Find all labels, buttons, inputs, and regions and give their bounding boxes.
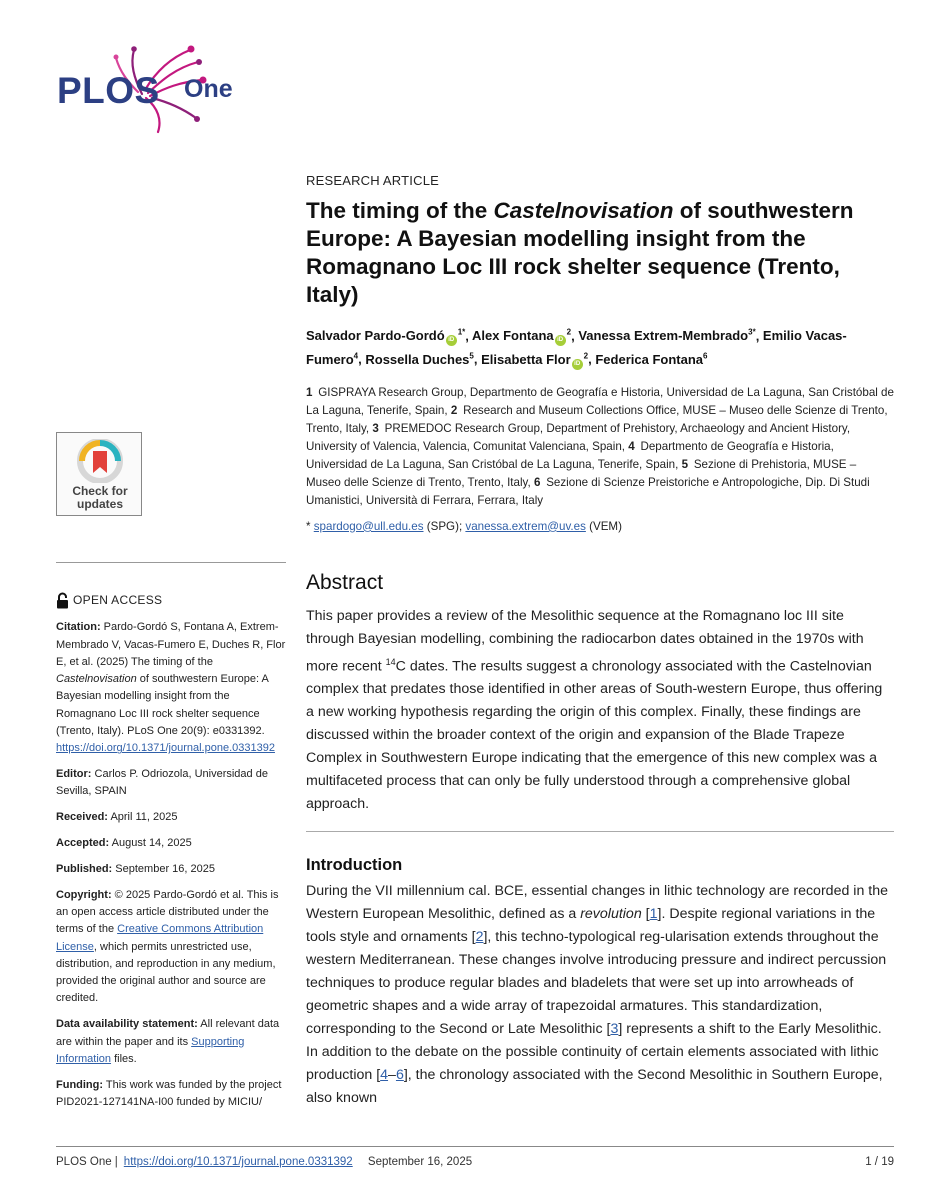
accepted-block bbox=[56, 835, 288, 852]
ref-link-6[interactable]: 6 bbox=[395, 1067, 404, 1084]
citation-italic: Castelnovisation bbox=[56, 673, 137, 686]
funding-block bbox=[56, 1077, 288, 1112]
open-access-text: OPEN ACCESS bbox=[73, 593, 163, 607]
abstract-sup: 14 bbox=[385, 656, 396, 667]
data-availability-block bbox=[56, 1016, 288, 1068]
footer-divider bbox=[56, 1146, 894, 1147]
copyright-text-end: , which permits unrestricted use, distribution, and reproduction in any medium, provided the original author and source are credited. bbox=[56, 940, 276, 1005]
article-title bbox=[306, 197, 894, 309]
intro-part-1: During the VII millennium cal. BCE, essential changes in lithic technology are recorded in the Western European Mesolithic, defined as a bbox=[306, 883, 888, 923]
intro-italic: revolution bbox=[580, 906, 642, 923]
introduction-heading: Introduction bbox=[306, 856, 403, 875]
received-block bbox=[56, 809, 288, 826]
copyright-label: Copyright: bbox=[56, 888, 112, 901]
data-availability-end: files. bbox=[111, 1052, 137, 1065]
published-label: Published: bbox=[56, 862, 113, 875]
author-list: Salvador Pardo-Gordó $iD^{1*}$, Alex Fontana $iD^2$, Vanessa Extrem-Membrado$^{3*}$, Emilio Vacas-Fumero$^4$, Rossella Duches$^5$, Elisabetta Flor $iD^2$, Federica Fontana$^6$ bbox=[306, 323, 894, 370]
affiliation-number: 2 bbox=[450, 403, 458, 417]
author-name: Alex Fontana bbox=[472, 328, 554, 344]
check-for-updates-badge[interactable] bbox=[56, 432, 142, 516]
author-name: Salvador Pardo-Gordó bbox=[306, 328, 445, 344]
article-metadata-sidebar bbox=[56, 592, 288, 1120]
author-affiliation-sup: 2 bbox=[583, 351, 589, 361]
title-part-2: of southwestern Europe: A Bayesian modelling insight from the Romagnano Loc III rock shelter sequence (Trento, Italy) bbox=[306, 198, 854, 307]
editor-block bbox=[56, 766, 288, 801]
abstract-text bbox=[306, 605, 894, 817]
author-affiliation-sup: 3* bbox=[748, 328, 756, 337]
author-name: Emilio Vacas-Fumero bbox=[306, 328, 847, 367]
data-availability-text: All relevant data are within the paper and its bbox=[56, 1018, 280, 1048]
author[interactable] bbox=[595, 352, 707, 367]
orcid-icon[interactable]: iD bbox=[446, 335, 457, 346]
affiliation-number: 4 bbox=[628, 439, 635, 453]
published-block bbox=[56, 861, 288, 878]
ref-link-2[interactable]: 2 bbox=[475, 929, 484, 946]
footer-doi-link[interactable]: https://doi.org/10.1371/journal.pone.0331392 bbox=[123, 1156, 353, 1168]
logo-journal-text: One bbox=[184, 75, 233, 103]
abstract-part-2: C dates. The results suggest a chronology associated with the Castelnovian complex that predates those identified in other areas of South-western Europe, thus offering a new working hypothesis regarding the origin of this complex. Finally, these findings are discussed within the broader context of the origin and expansion of the Blade Trapeze Complex in Southwestern Europe indicating that the emergence of this new complex was a multifaceted process that can only be fully understood through a comprehensive global approach. bbox=[306, 658, 883, 813]
introduction-text: During the VII millennium cal. BCE, essential changes in lithic technology are recorded in the Western European Mesolithic, defined as a revolution [1]. Despite regional variations in the tools style and ornaments [2], this techno-typological reg-ularisation extends throughout the western Mediterranean. These changes involve introducing pressure and indirect percussion techniques to produce regular blades and bladelets that were set up into arrowheads of geometric shapes and a wide array of trapezoidal armatures. This standardization, corresponding to the Second or Late Mesolithic [3] represents a shift to the Early Mesolithic. In addition to the debate on the possible continuity of certain elements associated with lithic production [4–6], the chronology associated with the Second Mesolithic in Southern Europe, also known bbox=[306, 883, 888, 1107]
copyright-block bbox=[56, 887, 288, 1008]
ref-link-3[interactable]: 3 bbox=[610, 1021, 619, 1038]
check-for-updates-label: Check for updates bbox=[72, 484, 128, 511]
affiliations bbox=[306, 384, 894, 510]
citation-block bbox=[56, 619, 288, 757]
affiliation-text: PREMEDOC Research Group, Department of Prehistory, Archaeology and Ancient History, University of Valencia, Valencia, Comunitat Valenciana, Spain, bbox=[306, 421, 851, 453]
intro-part-3: , this techno-typological reg-ularisation extends throughout the western Mediterranean. These changes involve introducing pressure and indirect percussion techniques to produce regular blades and bladelets that were set up into arrowheads of geometric shapes and a wide array of trapezoidal armatures. This standardization, corresponding to the Second or Late Mesolithic bbox=[306, 929, 887, 1038]
citation-label: Citation: bbox=[56, 621, 101, 634]
affiliation-text: Sezione di Scienze Preistoriche e Antropologiche, Dip. Di Studi Umanistici, Università di Ferrara, Ferrara, Italy bbox=[306, 475, 870, 507]
author-affiliation-sup: 6 bbox=[703, 351, 708, 361]
email-link-1[interactable]: spardogo@ull.edu.es bbox=[313, 519, 424, 533]
author-name: Vanessa Extrem-Membrado bbox=[578, 328, 749, 344]
affiliation-number: 3 bbox=[372, 421, 379, 435]
email-initials-2: (VEM) bbox=[589, 519, 622, 533]
open-lock-icon bbox=[56, 592, 69, 609]
affiliation-text: GISPRAYA Research Group, Departmento de Geografía e Historia, Universidad de La Laguna, San Cristóbal de La Laguna, Tenerife, Spain, bbox=[306, 385, 894, 417]
bookmark-ribbon-icon bbox=[74, 439, 126, 483]
data-availability-label: Data availability statement: bbox=[56, 1018, 198, 1031]
logo-brand-text: PLOS bbox=[57, 70, 160, 111]
author[interactable] bbox=[578, 328, 755, 343]
affiliation-text: Sezione di Prehistoria, MUSE – Museo delle Scienze di Trento, Trento, Italy, bbox=[306, 457, 857, 489]
editor-label: Editor: bbox=[56, 768, 92, 781]
title-part-1: The timing of the bbox=[306, 198, 494, 223]
affiliation-text: Research and Museum Collections Office, MUSE – Museo delle Scienze di Trento, Trento, Italy, bbox=[306, 403, 888, 435]
affiliation-number: 1 bbox=[306, 385, 313, 399]
published-date: September 16, 2025 bbox=[115, 862, 215, 875]
intro-part-5: , the chronology associated with the Second Mesolithic in Southern Europe, also known bbox=[306, 1067, 883, 1107]
author[interactable] bbox=[306, 328, 465, 343]
affiliation-number: 5 bbox=[681, 457, 689, 471]
intro-part-4: represents a shift to the Early Mesolithic. In addition to the debate on the possible continuity of certain elements associated with lithic production bbox=[306, 1021, 882, 1084]
ref-link-1[interactable]: 1 bbox=[649, 906, 658, 923]
orcid-icon[interactable]: iD bbox=[555, 335, 566, 346]
accepted-label: Accepted: bbox=[56, 837, 110, 850]
page-footer bbox=[56, 1156, 894, 1168]
supporting-information-link[interactable]: Supporting Information bbox=[56, 1035, 245, 1065]
email-initials-1: (SPG); bbox=[426, 519, 463, 533]
abstract-divider bbox=[306, 831, 894, 832]
footer-date: September 16, 2025 bbox=[367, 1156, 473, 1168]
author[interactable] bbox=[472, 328, 571, 343]
author-affiliation-sup: 1* bbox=[457, 328, 466, 337]
funding-text: This work was funded by the project PID2021-127141NA-I00 funded by MICIU/ bbox=[56, 1078, 282, 1108]
author[interactable] bbox=[481, 352, 588, 367]
author-affiliation-sup: 2 bbox=[566, 328, 572, 337]
page-number: 1 / 19 bbox=[865, 1156, 894, 1168]
correspondence-star: * bbox=[306, 519, 311, 533]
affiliation-text: Departmento de Geografía e Historia, Universidad de La Laguna, San Cristóbal de La Laguna, Tenerife, Spain, bbox=[306, 439, 834, 471]
open-access-label bbox=[56, 592, 288, 609]
accepted-date: August 14, 2025 bbox=[111, 837, 192, 850]
abstract-heading: Abstract bbox=[306, 570, 384, 594]
article-main bbox=[306, 173, 894, 1110]
funding-label: Funding: bbox=[56, 1078, 104, 1091]
author-name: Federica Fontana bbox=[595, 351, 703, 367]
article-type: RESEARCH ARTICLE bbox=[306, 173, 439, 188]
author-name: Rossella Duches bbox=[365, 351, 470, 367]
received-date: April 11, 2025 bbox=[110, 811, 178, 824]
intro-part-2: . Despite regional variations in the tools style and ornaments bbox=[306, 906, 876, 946]
copyright-text: © 2025 Pardo-Gordó et al. This is an open access article distributed under the terms of the bbox=[56, 888, 279, 936]
correspondence bbox=[306, 520, 894, 533]
footer-left bbox=[56, 1156, 894, 1168]
author-affiliation-sup: 5 bbox=[469, 351, 474, 361]
cc-license-link[interactable]: Creative Commons Attribution License bbox=[56, 923, 264, 953]
affiliation-number: 6 bbox=[533, 475, 541, 489]
footer-journal: PLOS One | bbox=[56, 1156, 118, 1168]
ref-link-4[interactable]: 4 bbox=[380, 1067, 389, 1084]
citation-text-end: of southwestern Europe: A Bayesian modelling insight from the Romagnano Loc III rock shelter sequence (Trento, Italy). PLoS One 20(9): e0331392. bbox=[56, 673, 269, 738]
abstract-part-1: This paper provides a review of the Mesolithic sequence at the Romagnano loc III site through Bayesian modelling, combining the radiocarbon dates obtained in the 1970s with more recent bbox=[306, 607, 864, 675]
title-italic: Castelnovisation bbox=[493, 198, 674, 223]
citation-text: Pardo-Gordó S, Fontana A, Extrem-Membrado V, Vacas-Fumero E, Duches R, Flor E, et al. (2025) The timing of the bbox=[56, 621, 286, 668]
citation-doi-link[interactable]: https://doi.org/10.1371/journal.pone.0331392 bbox=[56, 742, 275, 755]
editor-text: Carlos P. Odriozola, Universidad de Sevilla, SPAIN bbox=[56, 768, 268, 798]
author-name: Elisabetta Flor bbox=[481, 351, 571, 367]
author[interactable] bbox=[365, 352, 474, 367]
email-link-2[interactable]: vanessa.extrem@uv.es bbox=[465, 519, 586, 533]
author-affiliation-sup: 4 bbox=[353, 351, 359, 361]
received-label: Received: bbox=[56, 811, 108, 824]
orcid-icon[interactable]: iD bbox=[572, 359, 583, 370]
sidebar-divider bbox=[56, 562, 286, 563]
